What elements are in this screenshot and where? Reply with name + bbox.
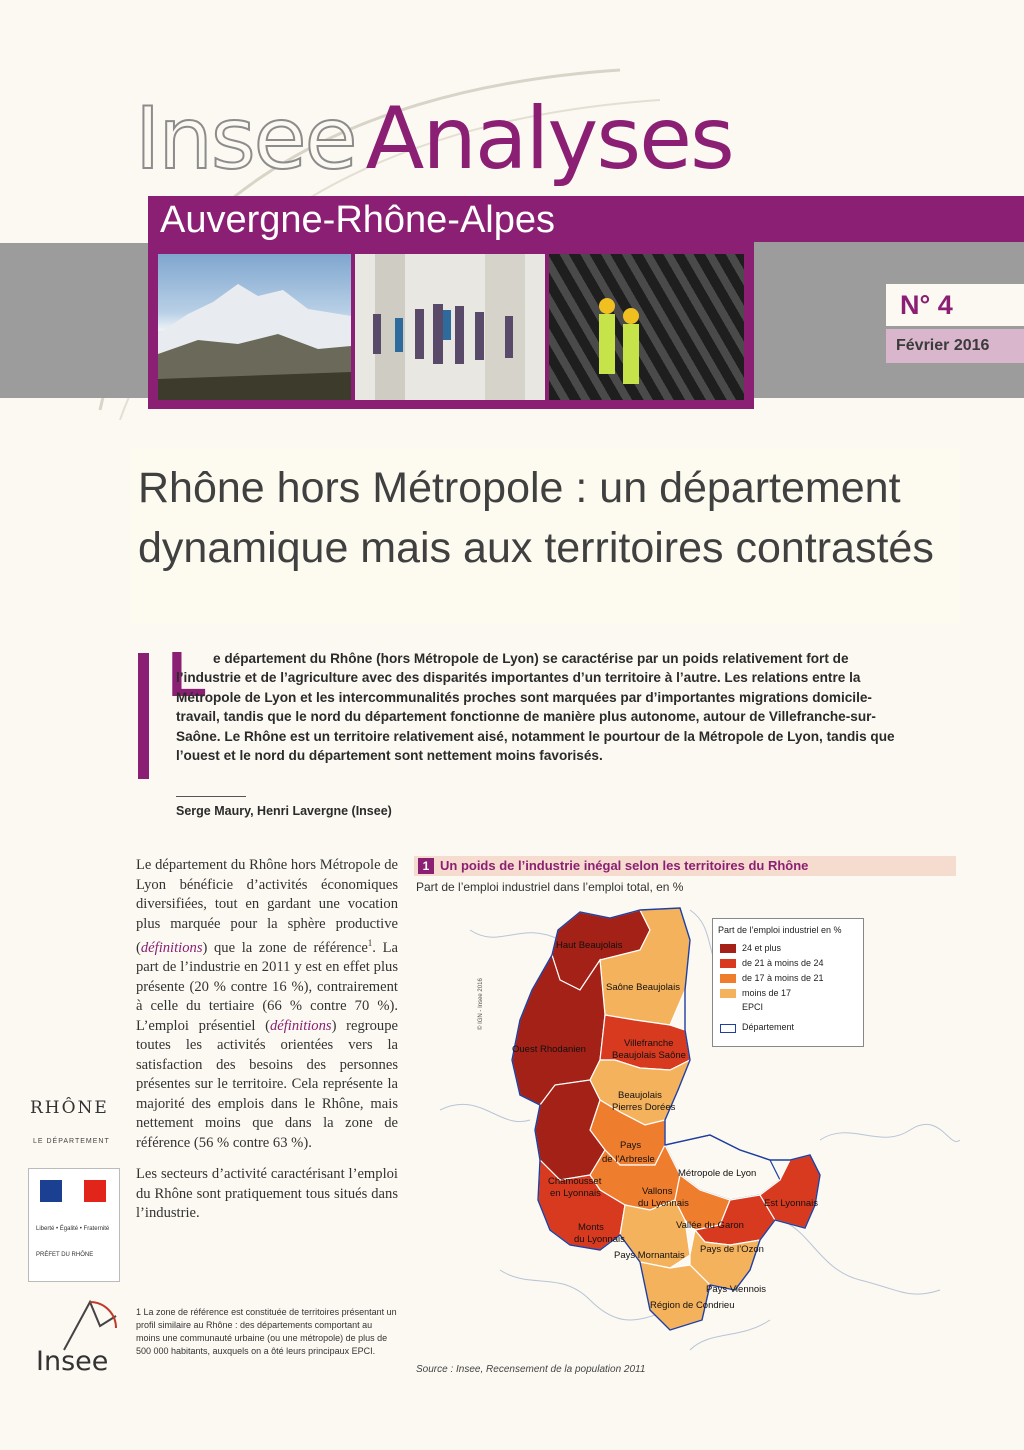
map-label: Chamousset xyxy=(548,1176,602,1187)
map-label: Ouest Rhodanien xyxy=(512,1044,586,1055)
figure-title: Un poids de l’industrie inégal selon les territoires du Rhône xyxy=(440,858,809,873)
intro-dropcap: L xyxy=(168,638,208,710)
map-label: Vallons xyxy=(642,1186,673,1197)
footnote-ref[interactable]: 1 xyxy=(367,938,373,948)
author-divider xyxy=(176,796,246,797)
map-label: Haut Beaujolais xyxy=(556,940,623,951)
prefecture-name: PRÉFET DU RHÔNE xyxy=(36,1252,94,1258)
figure-source: Source : Insee, Recensement de la population 2011 xyxy=(416,1364,646,1375)
marianne-flag-icon xyxy=(40,1180,106,1202)
legend-label: moins de 17 xyxy=(742,988,792,998)
brand-insee-wordmark: Insee xyxy=(135,89,356,189)
intro-paragraph: e département du Rhône (hors Métropole de Lyon) se caractérise par un poids relativement fort de l’industrie et de l’agriculture avec des disparités importantes d’un territoire à l’autre. Les relations entre la Métropole de Lyon et les intercommunalités proches sont marquées par d’importantes migrations domicile-travail, tandis que le nord du département fonctionne de manière plus autonome, autour de Villefranche-sur-Saône. Le Rhône est un territoire relativement aisé, notamment le pourtour de la Métropole de Lyon, tandis que l’ouest et le nord du département sont nettement moins favorisés. xyxy=(176,651,895,764)
issue-number: N° 4 xyxy=(900,290,953,320)
map-label: Région de Condrieu xyxy=(650,1300,735,1311)
map-label: Beaujolais Saône xyxy=(612,1050,686,1061)
map-label: Pierres Dorées xyxy=(612,1102,676,1113)
photo-workers-tires xyxy=(549,254,744,400)
definitions-link[interactable]: définitions xyxy=(140,939,203,956)
legend-label: de 21 à moins de 24 xyxy=(742,958,824,968)
brand-logo xyxy=(135,84,733,194)
map-label: de l’Arbresle xyxy=(602,1154,655,1165)
figure-subtitle: Part de l’emploi industriel dans l’emploi total, en % xyxy=(416,880,684,894)
map-label: Villefranche xyxy=(624,1038,674,1049)
body-paragraph-2: Les secteurs d’activité caractérisant l’emploi du Rhône sont pratiquement tous situés dans l’industrie. xyxy=(136,1166,398,1222)
map-label: du Lyonnais xyxy=(574,1234,625,1245)
legend-swatch-24-plus xyxy=(720,944,736,953)
body-text: ) regroupe toutes les activités orientées vers la satisfaction des besoins des personnes présentes sur le territoire. Cela représente la majorité des emplois dans le Rhône, mais nettement moins que dans la zone de référence (56 % contre 63 %). xyxy=(136,1017,398,1151)
map-label: Saône Beaujolais xyxy=(606,982,680,993)
map-label: Pays Mornantais xyxy=(614,1250,685,1261)
figure-number: 1 xyxy=(418,858,434,874)
map-label: Monts xyxy=(578,1222,604,1233)
insee-logo-icon xyxy=(60,1296,120,1352)
body-column xyxy=(136,856,398,1236)
legend-label: 24 et plus xyxy=(742,943,782,953)
legend-title: Part de l’emploi industriel en % xyxy=(718,925,842,935)
rhone-department-logo: RHÔNE xyxy=(30,1098,109,1118)
legend-swatch-17-21 xyxy=(720,974,736,983)
map-label: du Lyonnais xyxy=(638,1198,689,1209)
brand-analyses-wordmark: Analyses xyxy=(365,89,733,189)
map-label: Pays Viennois xyxy=(706,1284,767,1295)
insee-logo-wordmark: Insee xyxy=(36,1346,109,1377)
map-label: Pays de l’Ozon xyxy=(700,1244,764,1255)
map-copyright: © IGN - Insee 2016 xyxy=(478,978,484,1030)
authors: Serge Maury, Henri Lavergne (Insee) xyxy=(176,804,392,818)
photo-people-walking xyxy=(355,254,545,400)
definitions-link[interactable]: définitions xyxy=(269,1017,332,1034)
map-label: Pays xyxy=(620,1140,642,1151)
legend-swatch-department xyxy=(720,1024,736,1033)
body-text: Le département du Rhône hors Métropole de Lyon bénéficie d’activités économiques diversifiées, tout en gardant une vocation plus marquée pour la sphère productive ( xyxy=(136,857,398,956)
issue-date: Février 2016 xyxy=(896,337,990,354)
rhone-department-logo-subtitle: LE DÉPARTEMENT xyxy=(33,1138,110,1145)
map-label: Métropole de Lyon xyxy=(678,1168,757,1179)
page-title: Rhône hors Métropole : un département dynamique mais aux territoires contrastés xyxy=(138,464,934,572)
republic-motto: Liberté • Égalité • Fraternité xyxy=(36,1226,110,1232)
body-text: . La part de l’industrie en 2011 y est en effet plus présente (20 % contre 16 %), contrairement à celle du tertiaire (66 % contre 70 %). L’emploi présentiel ( xyxy=(136,939,398,1034)
body-paragraph-1 xyxy=(136,856,398,1153)
rhone-choropleth-map xyxy=(440,890,960,1360)
legend-label: EPCI xyxy=(742,1002,764,1012)
footnote: 1 La zone de référence est constituée de territoires présentant un profil similaire au Rhône : des départements comportant au moins une communauté urbaine (ou une métropole) de plus de 500 000 habitants, auxquels on a ôté leurs principaux EPCI. xyxy=(136,1307,397,1356)
legend-label: Département xyxy=(742,1022,795,1032)
legend-swatch-under-17 xyxy=(720,989,736,998)
region-title: Auvergne-Rhône-Alpes xyxy=(160,199,556,241)
body-text: ) que la zone de référence xyxy=(202,939,368,956)
legend-label: de 17 à moins de 21 xyxy=(742,973,824,983)
map-label: en Lyonnais xyxy=(550,1188,601,1199)
map-label: Vallée du Garon xyxy=(676,1220,744,1231)
photo-mountain xyxy=(158,254,351,400)
map-label: Est Lyonnais xyxy=(764,1198,819,1209)
legend-swatch-21-24 xyxy=(720,959,736,968)
intro-accent-bar xyxy=(138,653,149,779)
map-label: Beaujolais xyxy=(618,1090,662,1101)
